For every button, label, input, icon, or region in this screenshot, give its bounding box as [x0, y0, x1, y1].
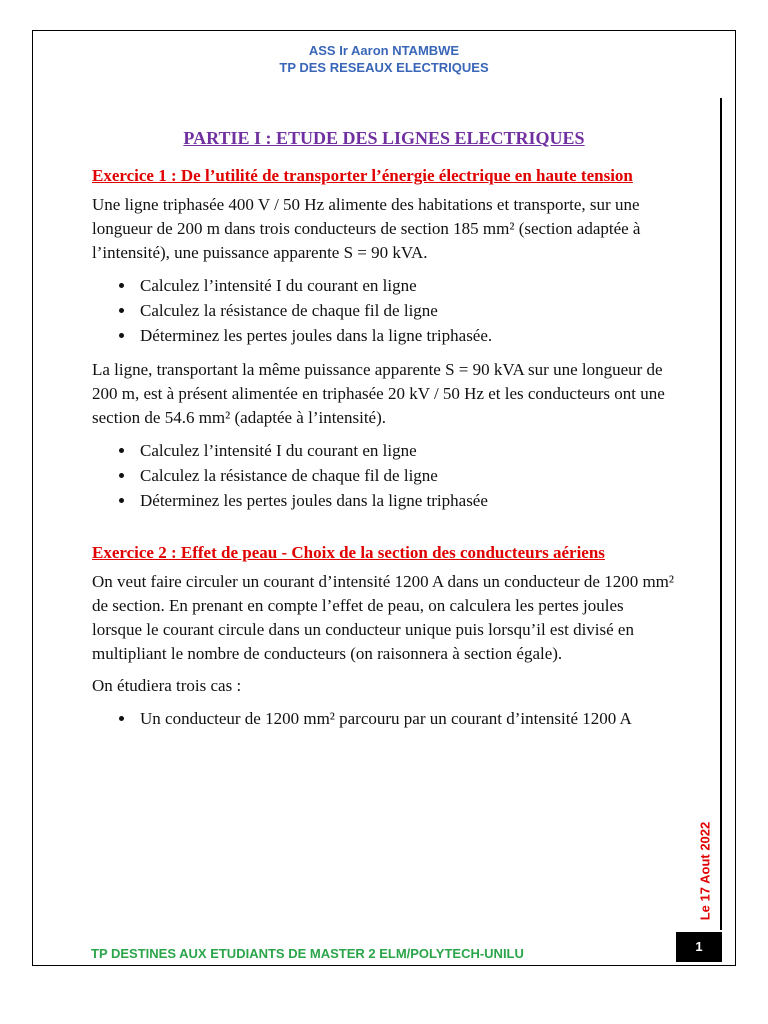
exercise2-bullet-list — [92, 706, 674, 731]
side-rule — [720, 98, 722, 930]
section-spacer — [92, 523, 674, 541]
list-item: • Calculez l’intensité I du courant en ligne — [136, 273, 674, 298]
list-item: • Déterminez les pertes joules dans la ligne triphasée. — [136, 323, 674, 348]
list-item: • Calculez la résistance de chaque fil de ligne — [136, 298, 674, 323]
list-item: • Un conducteur de 1200 mm² parcouru par un courant d’intensité 1200 A — [136, 706, 674, 731]
side-date — [690, 818, 720, 924]
header-author: ASS Ir Aaron NTAMBWE — [308, 43, 460, 58]
exercise2-paragraph2: On étudiera trois cas : — [92, 676, 242, 695]
exercise1-title: Exercice 1 : De l’utilité de transporter l’énergie électrique en haute tension — [92, 166, 633, 185]
exercise2-paragraph1: On veut faire circuler un courant d’intensité 1200 A dans un conducteur de 1200 mm² de section. En prenant en compte l’effet de peau, on calculera les pertes joules lorsque le courant circule dans un conducteur unique puis lorsqu’il est divisé en multipliant le nombre de conducteurs (on raisonnera à section égale). — [92, 572, 674, 663]
document-body — [92, 164, 674, 741]
exercise1-paragraph2: La ligne, transportant la même puissance apparente S = 90 kVA sur une longueur de 200 m, est à présent alimentée en triphasée 20 kV / 50 Hz et les conducteurs ont une section de 54.6 mm² (adaptée à l’intensité). — [92, 360, 665, 427]
list-item: • Déterminez les pertes joules dans la ligne triphasée — [136, 488, 674, 513]
page-footer: TP DESTINES AUX ETUDIANTS DE MASTER 2 ELM/POLYTECH-UNILU — [91, 946, 524, 961]
header-course: TP DES RESEAUX ELECTRIQUES — [279, 60, 489, 75]
page-number: 1 — [676, 932, 722, 962]
exercise2-title: Exercice 2 : Effet de peau - Choix de la section des conducteurs aériens — [92, 543, 605, 562]
page-header — [0, 42, 768, 76]
part-title: PARTIE I : ETUDE DES LIGNES ELECTRIQUES — [183, 128, 585, 148]
exercise1-bullet-list2 — [92, 438, 674, 513]
side-date-text: Le 17 Aout 2022 — [697, 821, 713, 921]
exercise1-paragraph1: Une ligne triphasée 400 V / 50 Hz alimente des habitations et transporte, sur une longueur de 200 m dans trois conducteurs de section 185 mm² (section adaptée à l’intensité), une puissance apparente S = 90 kVA. — [92, 195, 641, 262]
list-item: • Calculez la résistance de chaque fil de ligne — [136, 463, 674, 488]
exercise1-bullet-list1 — [92, 273, 674, 348]
list-item: • Calculez l’intensité I du courant en ligne — [136, 438, 674, 463]
